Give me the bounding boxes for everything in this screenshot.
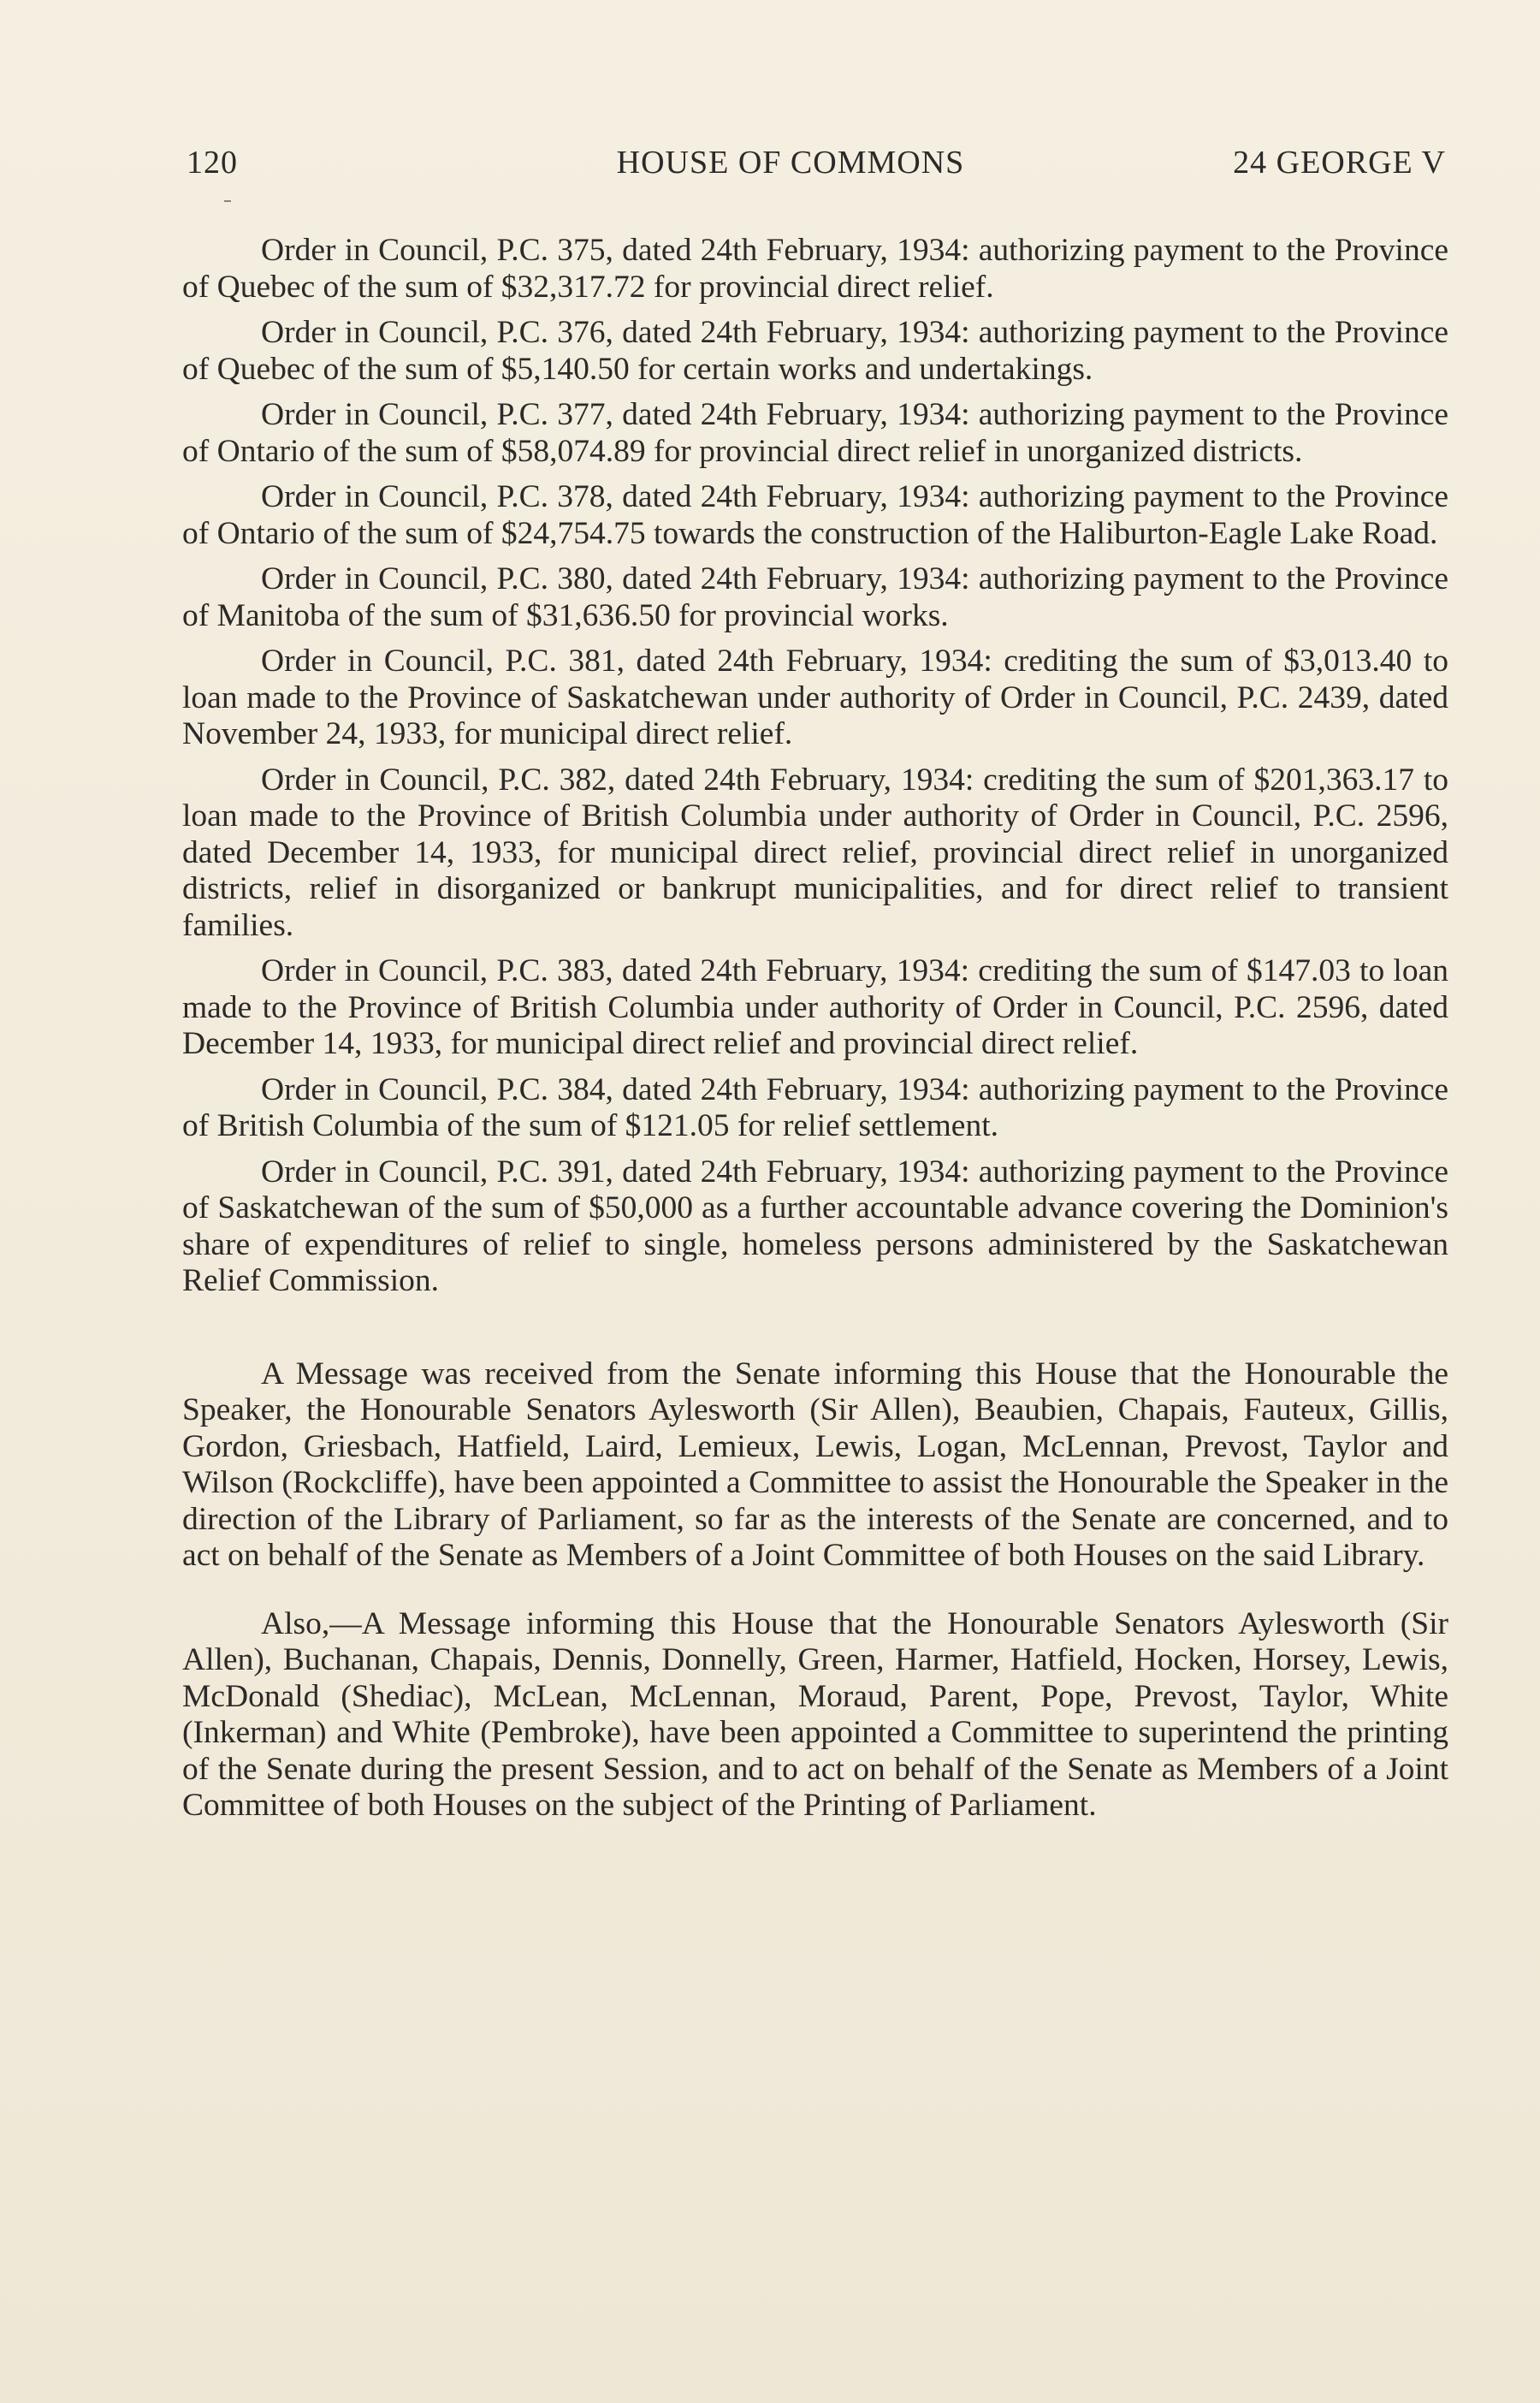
order-paragraph-pc376: Order in Council, P.C. 376, dated 24th February, 1934: authorizing payment to the Province of Quebec of the sum of $5,140.50 for certain works and undertakings. (182, 315, 1448, 387)
senate-message-printing-committee: Also,—A Message informing this House that the Honourable Senators Aylesworth (Sir Allen), Buchanan, Chapais, Dennis, Donnelly, Green, Harmer, Hatfield, Hocken, Horsey, Lewis, McDonald (Shediac), McLean, McLennan, Moraud, Parent, Pope, Prevost, Taylor, White (Inkerman) and White (Pembroke), have been appointed a Committee to superintend the printing of the Senate during the present Session, and to act on behalf of the Senate as Members of a Joint Committee of both Houses on the subject of the Printing of Parliament. (182, 1605, 1448, 1823)
order-paragraph-pc382: Order in Council, P.C. 382, dated 24th February, 1934: crediting the sum of $201,363.17 to loan made to the Province of British Columbia under authority of Order in Council, P.C. 2596, dated December 14, 1933, for municipal direct relief, provincial direct relief in unorganized districts, relief in disorganized or bankrupt municipalities, and for direct relief to transient families. (182, 762, 1448, 943)
senate-message-library-committee: A Message was received from the Senate informing this House that the Honourable the Speaker, the Honourable Senators Aylesworth (Sir Allen), Beaubien, Chapais, Fauteux, Gillis, Gordon, Griesbach, Hatfield, Laird, Lemieux, Lewis, Logan, McLennan, Prevost, Taylor and Wilson (Rockcliffe), have been appointed a Committee to assist the Honourable the Speaker in the direction of the Library of Parliament, so far as the interests of the Senate are concerned, and to act on behalf of the Senate as Members of a Joint Committee of both Houses on the said Library. (182, 1356, 1448, 1573)
order-paragraph-pc375: Order in Council, P.C. 375, dated 24th February, 1934: authorizing payment to the Province of Quebec of the sum of $32,317.72 for provincial direct relief. (182, 233, 1448, 305)
order-paragraph-pc381: Order in Council, P.C. 381, dated 24th February, 1934: crediting the sum of $3,013.40 to loan made to the Province of Saskatchewan under authority of Order in Council, P.C. 2439, dated November 24, 1933, for municipal direct relief. (182, 644, 1448, 751)
printer-mark (224, 200, 231, 202)
order-paragraph-pc383: Order in Council, P.C. 383, dated 24th February, 1934: crediting the sum of $147.03 to loan made to the Province of British Columbia under authority of Order in Council, P.C. 2596, dated December 14, 1933, for municipal direct relief and provincial direct relief. (182, 953, 1448, 1061)
order-paragraph-pc380: Order in Council, P.C. 380, dated 24th February, 1934: authorizing payment to the Province of Manitoba of the sum of $31,636.50 for provincial works. (182, 561, 1448, 633)
order-paragraph-pc391: Order in Council, P.C. 391, dated 24th February, 1934: authorizing payment to the Province of Saskatchewan of the sum of $50,000 as a further accountable advance covering the Dominion's share of expenditures of relief to single, homeless persons administered by the Saskatchewan Relief Commission. (182, 1154, 1448, 1298)
page-title: HOUSE OF COMMONS (616, 145, 965, 181)
regnal-year: 24 GEORGE V (1233, 145, 1446, 181)
body-text (182, 233, 1448, 1834)
running-header (187, 144, 1446, 187)
order-paragraph-pc378: Order in Council, P.C. 378, dated 24th February, 1934: authorizing payment to the Province of Ontario of the sum of $24,754.75 towards the construction of the Haliburton-Eagle Lake Road. (182, 479, 1448, 551)
order-paragraph-pc384: Order in Council, P.C. 384, dated 24th February, 1934: authorizing payment to the Province of British Columbia of the sum of $121.05 for relief settlement. (182, 1071, 1448, 1143)
order-paragraph-pc377: Order in Council, P.C. 377, dated 24th February, 1934: authorizing payment to the Province of Ontario of the sum of $58,074.89 for provincial direct relief in unorganized districts. (182, 397, 1448, 469)
page-number: 120 (187, 145, 238, 181)
